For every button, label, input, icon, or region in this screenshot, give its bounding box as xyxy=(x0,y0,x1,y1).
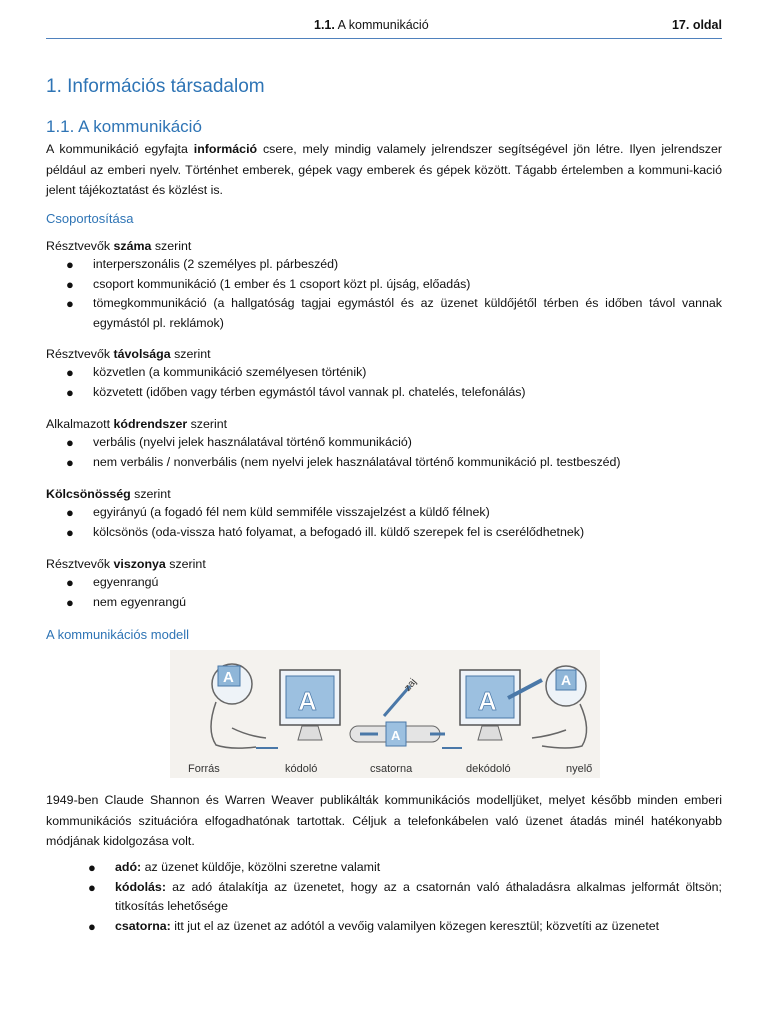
list-item: ● csoport kommunikáció (1 ember és 1 csoport közt pl. újság, előadás) xyxy=(66,276,471,292)
heading-model: A kommunikációs modell xyxy=(46,627,190,642)
group-list-distance xyxy=(66,363,722,402)
page-number: 17. oldal xyxy=(671,18,722,32)
list-item: ● nem verbális / nonverbális (nem nyelvi jelek használatával történő kommunikáció pl. testbeszéd) xyxy=(66,454,621,470)
list-item: ● egyenrangú xyxy=(66,575,159,590)
sink-letter: A xyxy=(561,672,572,688)
heading-groups: Csoportosítása xyxy=(46,211,134,226)
list-item: ● tömegkommunikáció (a hallgatóság tagjai egymástól és az üzenet küldőjétől térben és időben távol vannak egymástól pl. reklámok) xyxy=(66,296,722,330)
list-item: ● adó: az üzenet küldője, közölni szeretne valamit xyxy=(88,860,381,875)
group-list-relation xyxy=(66,573,722,612)
encoder-letter: A xyxy=(298,686,317,716)
group-list-code xyxy=(66,433,722,472)
label-source: Forrás xyxy=(188,763,220,775)
list-item: ● csatorna: itt jut el az üzenet az adótól a vevőig valamilyen közegen keresztül; közvetíti az üzenetet xyxy=(88,918,660,934)
label-encoder: kódoló xyxy=(285,763,318,775)
list-item: ● nem egyenrangú xyxy=(66,594,186,610)
channel-letter: A xyxy=(391,728,401,743)
label-decoder: dekódoló xyxy=(466,763,511,775)
list-item: ● egyirányú (a fogadó fél nem küld semmiféle visszajelzést a küldő félnek) xyxy=(66,505,490,520)
group-title-count: Résztvevők száma szerint xyxy=(46,239,192,253)
decoder-letter: A xyxy=(478,686,497,716)
list-item: ● kódolás: az adó átalakítja az üzenetet, hogy az a csatornán való áthaladásra alkalmas jelformát öltsön; titkosítás lehetősége xyxy=(88,879,722,913)
label-sink: nyelő xyxy=(566,763,593,775)
heading-2: 1.1. A kommunikáció xyxy=(46,117,202,136)
definition-list xyxy=(88,858,722,936)
noise-label: zaj xyxy=(402,676,420,694)
communication-model-figure xyxy=(170,650,600,778)
page-header xyxy=(46,18,722,39)
group-list-count xyxy=(66,255,722,333)
group-list-mutuality xyxy=(66,503,722,542)
list-item: ● interperszonális (2 személyes pl. párbeszéd) xyxy=(66,257,339,272)
source-letter: A xyxy=(223,669,234,686)
heading-1: 1. Információs társadalom xyxy=(46,76,265,97)
header-title: 1.1. A kommunikáció xyxy=(314,18,429,32)
group-title-mutuality: Kölcsönösség szerint xyxy=(46,487,171,501)
group-title-relation: Résztvevők viszonya szerint xyxy=(46,557,206,571)
intro-paragraph: A kommunikáció egyfajta információ csere, mely mindig valamely jelrendszer segítségével jön létre. Ilyen jelrendszer például az emberi nyelv. Történhet emberek, gépek vagy emberek és gépek között. Tágabb értelemben a kommuni-kació jelent tájékoztatást és közlést is. xyxy=(46,142,722,197)
shannon-paragraph: 1949-ben Claude Shannon és Warren Weaver publikálták kommunikációs modelljüket, melyet később minden emberi kommunikációs szituációra elfogadhatónak tartottak. Céljuk a telefonkábelen való üzenet átadás minél hatékonyabb módjának kidolgozása volt. xyxy=(46,793,722,848)
list-item: ● verbális (nyelvi jelek használatával történő kommunikáció) xyxy=(66,435,412,450)
list-item: ● közvetett (időben vagy térben egymástól távol vannak pl. chatelés, telefonálás) xyxy=(66,384,526,400)
label-channel: csatorna xyxy=(370,763,413,775)
group-title-distance: Résztvevők távolsága szerint xyxy=(46,347,211,361)
list-item: ● kölcsönös (oda-vissza ható folyamat, a befogadó ill. küldő szerepek fel is cserélődhetnek) xyxy=(66,524,585,540)
group-title-code: Alkalmazott kódrendszer szerint xyxy=(46,417,228,431)
list-item: ● közvetlen (a kommunikáció személyesen történik) xyxy=(66,365,367,380)
